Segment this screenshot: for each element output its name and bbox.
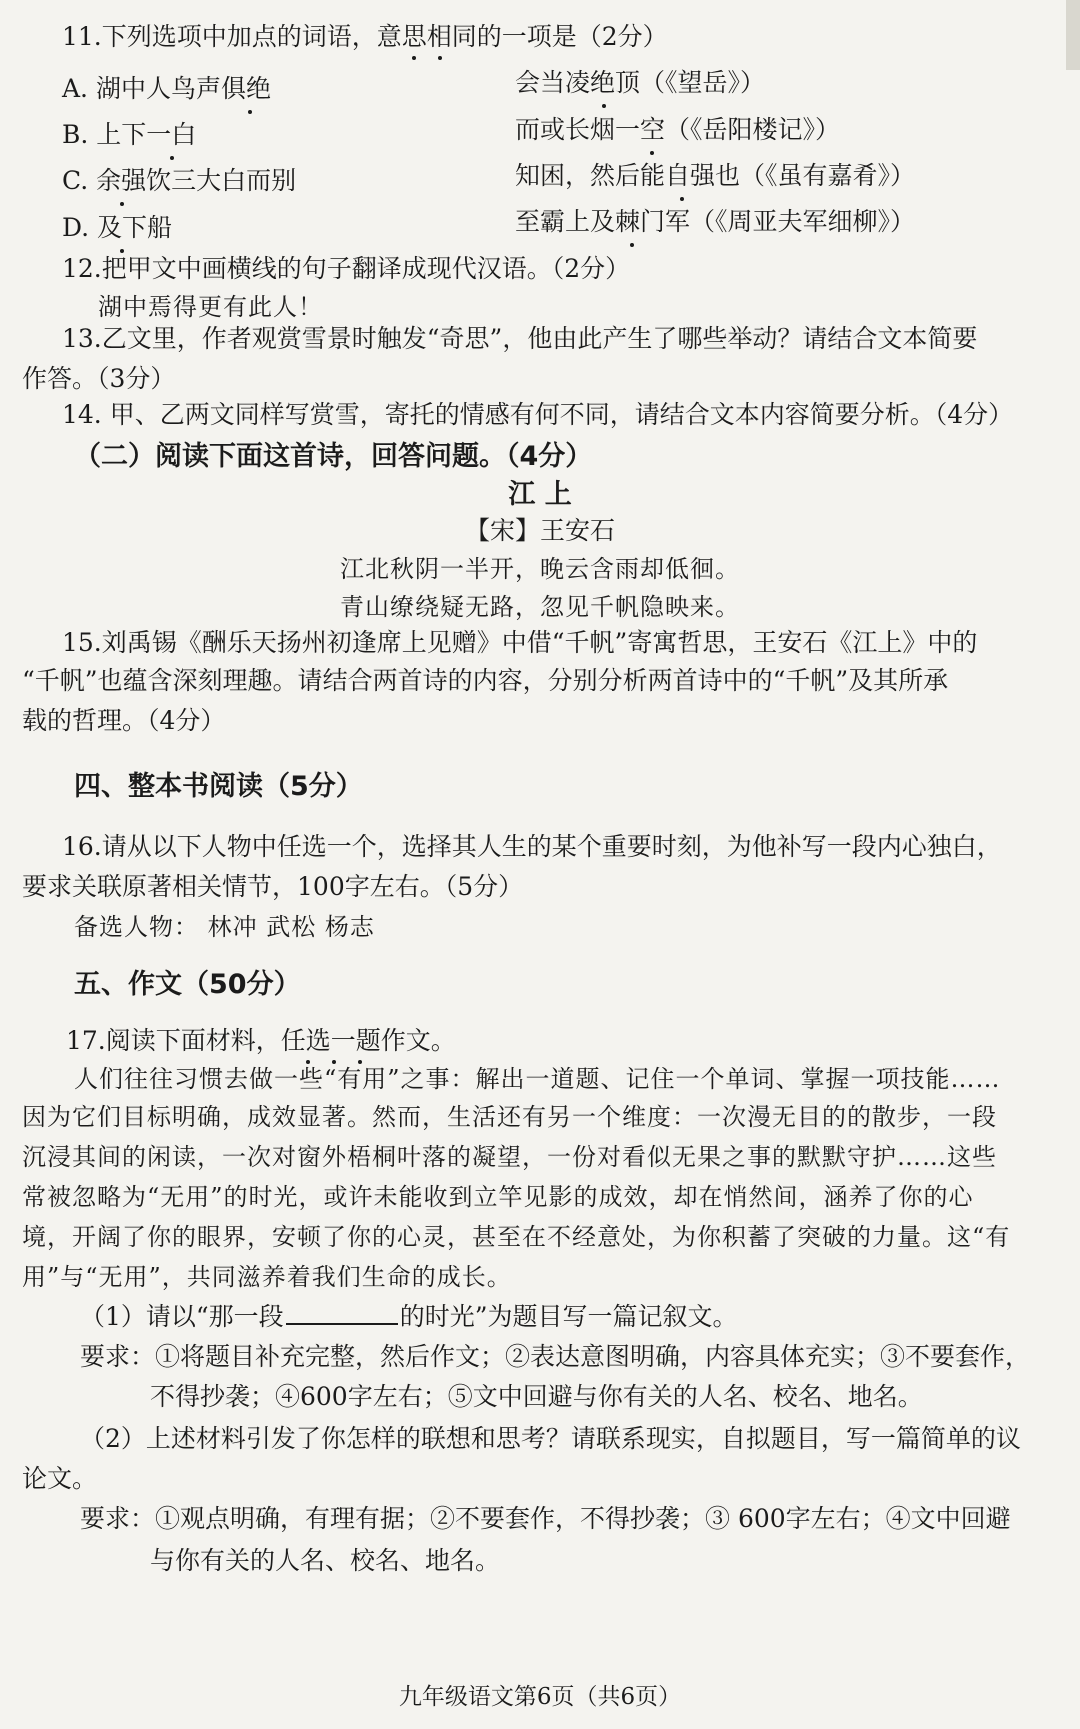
emphasis-dot [120,202,124,206]
q11-option-b-ref: 而或长烟一空（《岳阳楼记》） [515,115,841,144]
q11-option-d-ref: 至霸上及棘门军（《周亚夫军细柳》） [515,207,916,236]
title-blank [286,1301,398,1325]
poem-line-2: 青山缭绕疑无路，忽见千帆隐映来。 [340,593,740,621]
q11-option-b: B. 上下一白 [62,120,197,149]
page-edge-shadow [1066,0,1080,70]
q17-stem: 17.阅读下面材料，任选一题作文。 [66,1026,456,1055]
q13-line2: 作答。（3分） [22,364,176,393]
q11-option-a: A. 湖中人鸟声俱绝 [62,74,271,103]
poem-section-heading: （二）阅读下面这首诗，回答问题。（4分） [74,441,593,472]
emphasis-dot [680,197,684,201]
task2-req-line2: 与你有关的人名、校名、地名。 [150,1546,501,1575]
emphasis-dot [650,151,654,155]
material-line-1: 人们往往习惯去做一些“有用”之事：解出一道题、记住一个单词、掌握一项技能…… [74,1065,1001,1093]
material-line-4: 常被忽略为“无用”的时光，或许未能收到立竿见影的成效，却在悄然间，涵养了你的心 [22,1183,974,1211]
q11-option-d: D. 及下船 [62,213,173,242]
q11-option-c: C. 余强饮三大白而别 [62,166,297,195]
material-line-3: 沉浸其间的闲读，一次对窗外梧桐叶落的凝望，一份对看似无果之事的默默守护……这些 [22,1143,997,1171]
emphasis-dot [248,110,252,114]
emphasis-dot [170,156,174,160]
emphasis-dot [438,56,442,60]
q11-option-a-ref: 会当凌绝顶（《望岳》） [515,68,766,97]
material-line-2: 因为它们目标明确，成效显著。然而，生活还有另一个维度：一次漫无目的的散步，一段 [22,1103,997,1131]
q12-sentence: 湖中焉得更有此人！ [98,293,323,321]
q11-stem: 11.下列选项中加点的词语，意思相同的一项是（2分） [62,22,668,51]
task1-req-line1: 要求：①将题目补充完整，然后作文；②表达意图明确，内容具体充实；③不要套作， [80,1342,1031,1371]
task1-suffix: 的时光”为题目写一篇记叙文。 [399,1302,738,1331]
emphasis-dot [630,243,634,247]
q13-line1: 13.乙文里，作者观赏雪景时触发“奇思”，他由此产生了哪些举动？请结合文本简要 [62,324,978,353]
q16-line1: 16.请从以下人物中任选一个，选择其人生的某个重要时刻，为他补写一段内心独白， [62,832,1002,861]
poem-author: 【宋】王安石 [464,516,615,545]
material-line-6: 用”与“无用”，共同滋养着我们生命的成长。 [22,1263,512,1291]
q15-line2: “千帆”也蕴含深刻理趣。请结合两首诗的内容，分别分析两首诗中的“千帆”及其所承 [22,666,949,695]
task2-line2: 论文。 [22,1464,98,1493]
q14-line1: 14. 甲、乙两文同样写赏雪，寄托的情感有何不同，请结合文本内容简要分析。（4分） [62,400,1014,429]
poem-title: 江 上 [508,479,572,510]
q16-candidates: 备选人物： 林冲 武松 杨志 [74,913,375,941]
q11-option-c-ref: 知困，然后能自强也（《虽有嘉肴》） [515,161,916,190]
section4-heading: 四、整本书阅读（5分） [74,771,363,802]
task1-req-line2: 不得抄袭；④600字左右；⑤文中回避与你有关的人名、校名、地名。 [150,1382,923,1411]
q15-line1: 15.刘禹锡《酬乐天扬州初逢席上见赠》中借“千帆”寄寓哲思，王安石《江上》中的 [62,628,978,657]
poem-line-1: 江北秋阴一半开，晚云含雨却低徊。 [340,555,740,583]
task2-line1: （2）上述材料引发了你怎样的联想和思考？请联系现实，自拟题目，写一篇简单的议 [80,1424,1021,1453]
task1 [80,1300,737,1334]
task1-prefix: （1）请以“那一段 [80,1302,284,1331]
q15-line3: 载的哲理。（4分） [22,706,226,735]
emphasis-dot [602,104,606,108]
task2-req-line1: 要求：①观点明确，有理有据；②不要套作，不得抄袭；③ 600字左右；④文中回避 [80,1504,1011,1533]
material-line-5: 境，开阔了你的眼界，安顿了你的心灵，甚至在不经意处，为你积蓄了突破的力量。这“有 [22,1223,1011,1251]
page-footer: 九年级语文第6页（共6页） [398,1684,682,1710]
q16-line2: 要求关联原著相关情节，100字左右。（5分） [22,872,524,901]
q12-stem: 12.把甲文中画横线的句子翻译成现代汉语。（2分） [62,254,631,283]
section5-heading: 五、作文（50分） [74,969,301,1000]
emphasis-dot [412,56,416,60]
